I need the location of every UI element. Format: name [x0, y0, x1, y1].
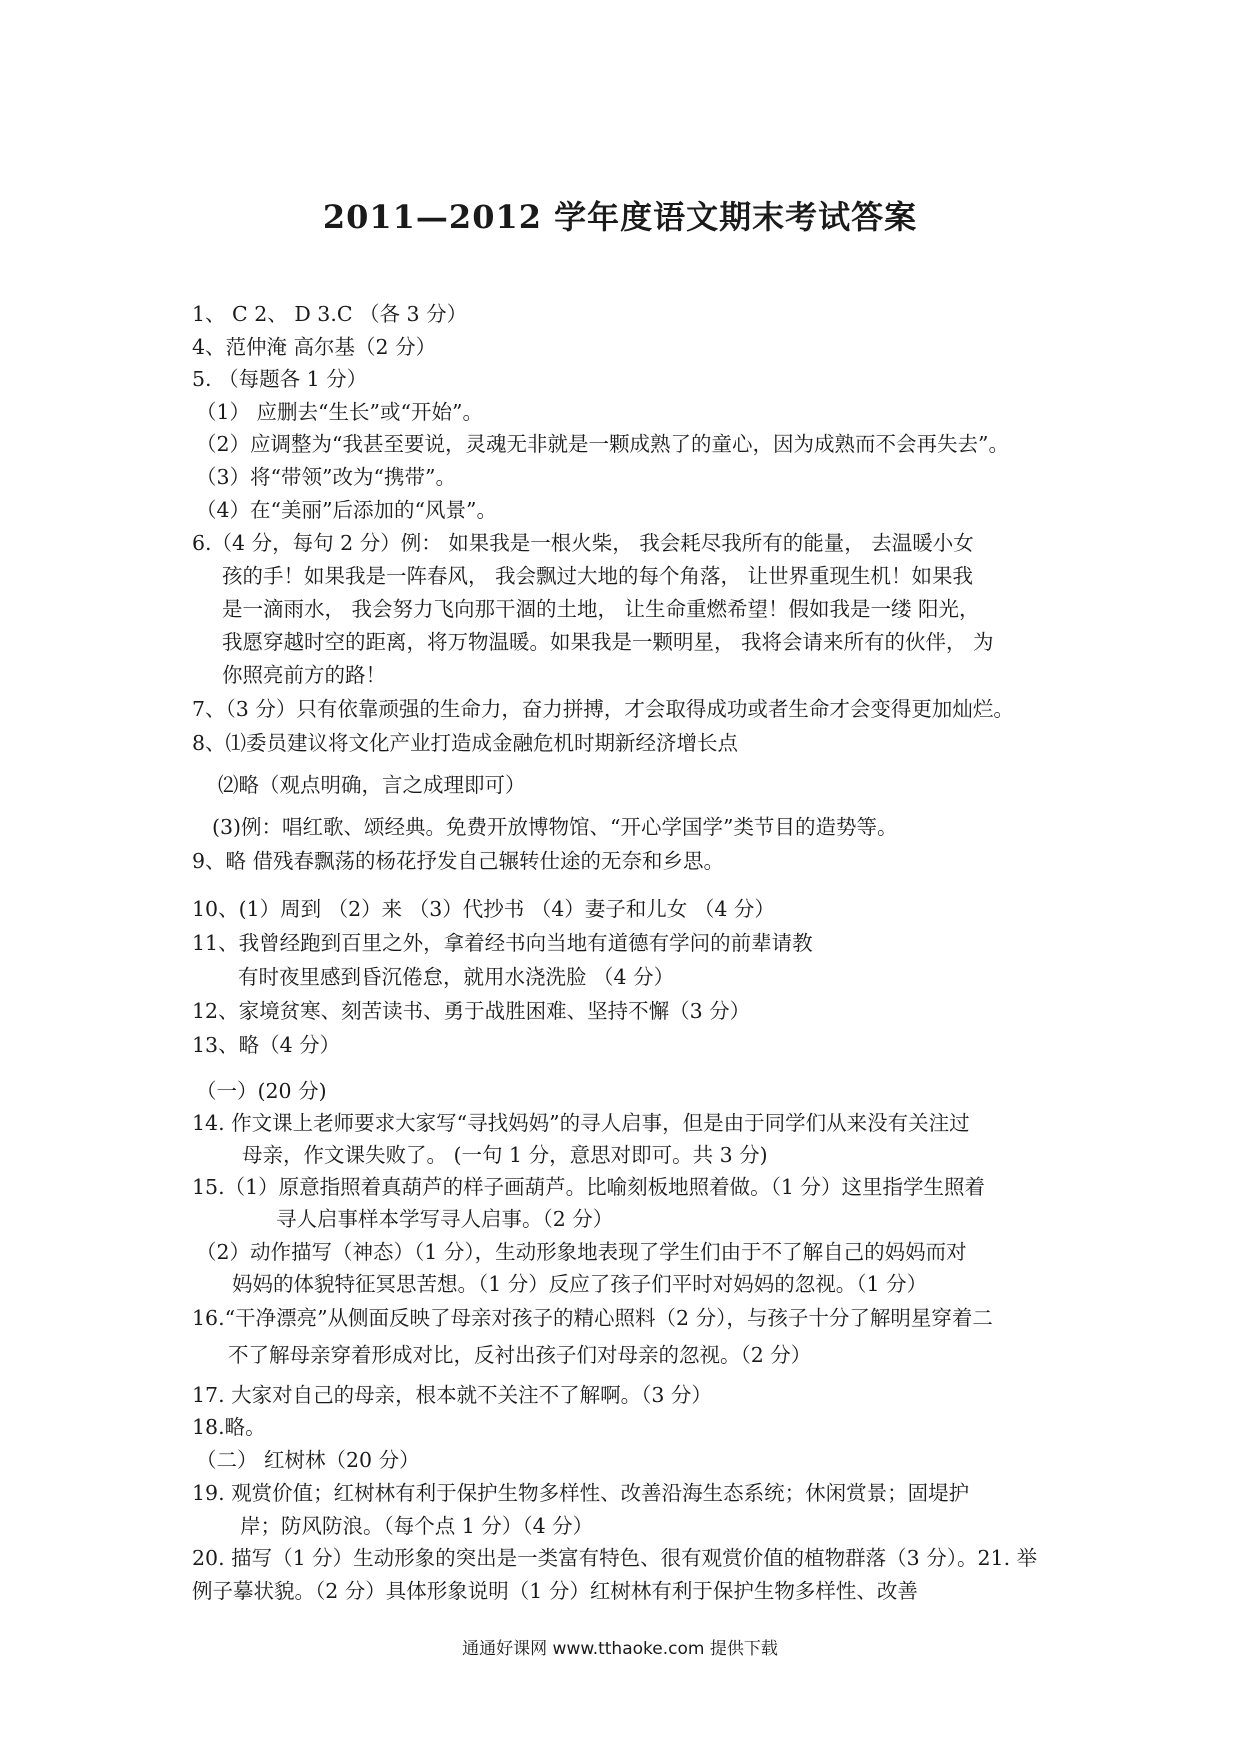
answer-line: （2）动作描写（神态）（1 分），生动形象地表现了学生们由于不了解自己的妈妈而对 [196, 1240, 967, 1264]
answer-line: 寻人启事样本学写寻人启事。（2 分） [276, 1207, 614, 1231]
answer-line: (3)例：唱红歌、颂经典。免费开放博物馆、“开心学国学”类节目的造势等。 [212, 815, 898, 839]
footer-download-note: 通通好课网 www.tthaoke.com 提供下载 [462, 1639, 778, 1659]
answer-line: 19. 观赏价值；红树林有利于保护生物多样性、改善沿海生态系统；休闲赏景；固堤护 [192, 1481, 970, 1505]
answer-line: ⑵略（观点明确，言之成理即可） [218, 773, 526, 797]
answer-line: 18.略。 [192, 1415, 266, 1439]
answer-line: （二） 红树林（20 分） [196, 1448, 420, 1472]
page-title: 2011—2012 学年度语文期末考试答案 [322, 198, 918, 236]
answer-line: 不了解母亲穿着形成对比，反衬出孩子们对母亲的忽视。（2 分） [228, 1343, 812, 1367]
answer-line: （4）在“美丽”后添加的“风景”。 [196, 498, 497, 522]
answer-line: 6.（4 分，每句 2 分）例： 如果我是一根火柴， 我会耗尽我所有的能量， 去温暖小女 [192, 531, 974, 555]
answer-line: 8、⑴委员建议将文化产业打造成金融危机时期新经济增长点 [192, 731, 739, 755]
answer-line: 7、（3 分）只有依靠顽强的生命力，奋力拼搏，才会取得成功或者生命才会变得更加灿烂。 [192, 697, 1014, 721]
answer-line: 12、家境贫寒、刻苦读书、勇于战胜困难、坚持不懈（3 分） [192, 999, 751, 1023]
answer-line: 15.（1）原意指照着真葫芦的样子画葫芦。比喻刻板地照着做。（1 分）这里指学生照着 [192, 1175, 985, 1199]
answer-line: （3）将“带领”改为“携带”。 [196, 465, 456, 489]
answer-line: 10、(1）周到 （2）来 （3）代抄书 （4）妻子和儿女 （4 分） [192, 897, 775, 921]
answer-line: 13、略（4 分） [192, 1033, 341, 1057]
answer-line: 岸；防风防浪。（每个点 1 分）（4 分） [240, 1514, 594, 1538]
answer-line: 你照亮前方的路！ [222, 663, 386, 687]
answer-line: 是一滴雨水， 我会努力飞向那干涸的土地， 让生命重燃希望！假如我是一缕 阳光， [222, 597, 980, 621]
answer-line: 4、范仲淹 高尔基（2 分） [192, 335, 437, 359]
answer-line: 我愿穿越时空的距离，将万物温暖。如果我是一颗明星， 我将会请来所有的伙伴， 为 [222, 630, 994, 654]
answer-line: 20. 描写（1 分）生动形象的突出是一类富有特色、很有观赏价值的植物群落（3 分）。21. 举 [192, 1546, 1038, 1570]
answer-line: 9、略 借残春飘荡的杨花抒发自己辗转仕途的无奈和乡思。 [192, 849, 725, 873]
answer-line: 有时夜里感到昏沉倦怠，就用水浇洗脸 （4 分） [238, 965, 675, 989]
answer-line: 母亲，作文课失败了。 (一句 1 分，意思对即可。共 3 分) [242, 1143, 768, 1167]
answer-line: （一）(20 分) [196, 1079, 327, 1103]
answer-line: （1） 应删去“生长”或“开始”。 [196, 400, 483, 424]
answer-line: 5. （每题各 1 分） [192, 367, 368, 391]
answer-line: 1、 C 2、 D 3.C （各 3 分） [192, 302, 468, 326]
answer-line: 11、我曾经跑到百里之外，拿着经书向当地有道德有学问的前辈请教 [192, 931, 813, 955]
answer-line: 妈妈的体貌特征冥思苦想。（1 分）反应了孩子们平时对妈妈的忽视。（1 分） [232, 1272, 928, 1296]
answer-line: 孩的手！如果我是一阵春风， 我会飘过大地的每个角落， 让世界重现生机！如果我 [222, 564, 974, 588]
answer-line: 例子摹状貌。（2 分）具体形象说明（1 分）红树林有利于保护生物多样性、改善 [192, 1579, 918, 1603]
answer-line: 14. 作文课上老师要求大家写“寻找妈妈”的寻人启事，但是由于同学们从来没有关注过 [192, 1111, 970, 1135]
answer-line: 17. 大家对自己的母亲，根本就不关注不了解啊。（3 分） [192, 1383, 712, 1407]
answer-line: （2）应调整为“我甚至要说，灵魂无非就是一颗成熟了的童心，因为成熟而不会再失去”。 [196, 432, 1010, 456]
answer-line: 16.“干净漂亮”从侧面反映了母亲对孩子的精心照料（2 分），与孩子十分了解明星穿着二 [192, 1306, 993, 1330]
